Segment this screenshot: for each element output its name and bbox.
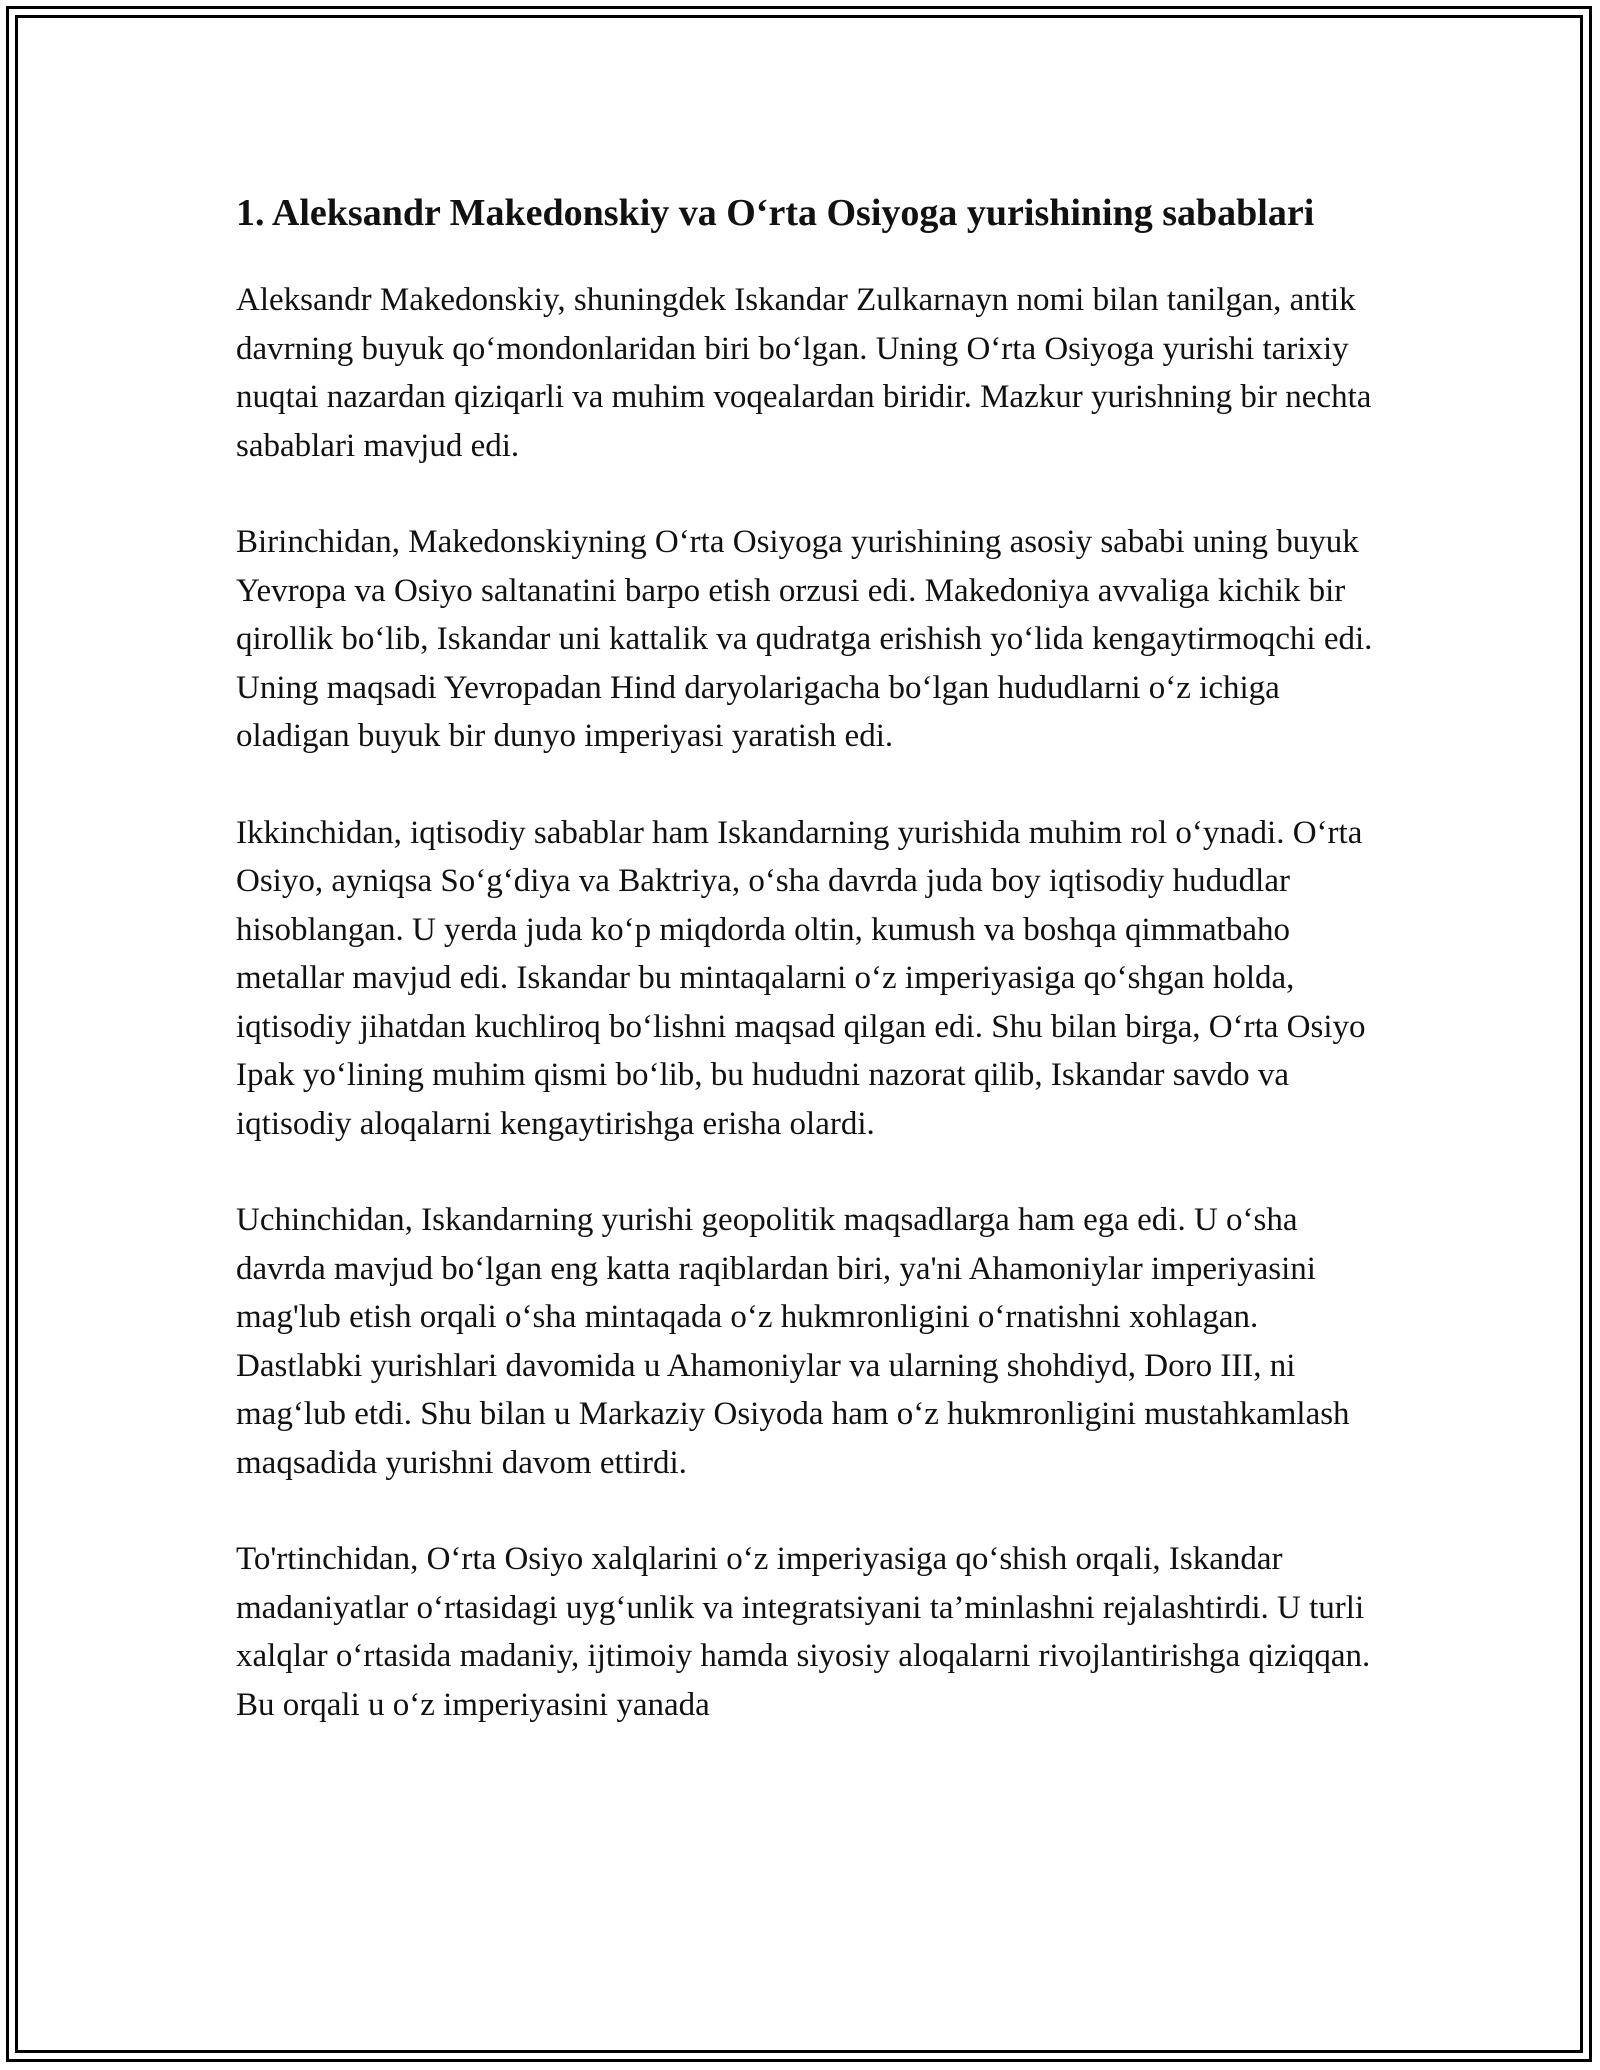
paragraph-second-reason: Ikkinchidan, iqtisodiy sabablar ham Iskandarning yurishida muhim rol o‘ynadi. O‘rta Osiyo, ayniqsa So‘g‘diya va Baktriya, o‘sha davrda juda boy iqtisodiy hududlar hisoblangan. U yerda juda ko‘p miqdorda oltin, kumush va boshqa qimmatbaho metallar mavjud edi. Iskandar bu mintaqalarni o‘z imperiyasiga qo‘shgan holda, iqtisodiy jihatdan kuchliroq bo‘lishni maqsad qilgan edi. Shu bilan birga, O‘rta Osiyo Ipak yo‘lining muhim qismi bo‘lib, bu hududni nazorat qilib, Iskandar savdo va iqtisodiy aloqalarni kengaytirishga erisha olardi. <box>236 814 1366 1142</box>
paragraph-fourth-reason: To'rtinchidan, O‘rta Osiyo xalqlarini o‘z imperiyasiga qo‘shish orqali, Iskandar madaniyatlar o‘rtasidagi uyg‘unlik va integratsiyani ta’minlashni rejalashtirdi. U turli xalqlar o‘rtasida madaniy, ijtimoiy hamda siyosiy aloqalarni rivojlantirishga qiziqqan. Bu orqali u o‘z imperiyasini yanada <box>236 1541 1371 1723</box>
paragraph-first-reason: Birinchidan, Makedonskiyning O‘rta Osiyoga yurishining asosiy sababi uning buyuk Yevropa va Osiyo saltanatini barpo etish orzusi edi. Makedoniya avvaliga kichik bir qirollik bo‘lib, Iskandar uni kattalik va qudratga erishish yo‘lida kengaytirmoqchi edi. Uning maqsadi Yevropadan Hind daryolarigacha bo‘lgan hududlarni o‘z ichiga oladigan buyuk bir dunyo imperiyasi yaratish edi. <box>236 524 1373 754</box>
document-body <box>236 186 1376 1777</box>
section-heading: 1. Aleksandr Makedonskiy va O‘rta Osiyoga yurishining sabablari <box>236 192 1315 234</box>
paragraph-third-reason: Uchinchidan, Iskandarning yurishi geopolitik maqsadlarga ham ega edi. U o‘sha davrda mavjud bo‘lgan eng katta raqiblardan biri, ya'ni Ahamoniylar imperiyasini mag'lub etish orqali o‘sha mintaqada o‘z hukmronligini o‘rnatishni xohlagan. Dastlabki yurishlari davomida u Ahamoniylar va ularning shohdiyd, Doro III, ni mag‘lub etdi. Shu bilan u Markaziy Osiyoda ham o‘z hukmronligini mustahkamlash maqsadida yurishni davom ettirdi. <box>236 1202 1350 1481</box>
paragraph-intro: Aleksandr Makedonskiy, shuningdek Iskandar Zulkarnayn nomi bilan tanilgan, antik davrning buyuk qo‘mondonlaridan biri bo‘lgan. Uning O‘rta Osiyoga yurishi tarixiy nuqtai nazardan qiziqarli va muhim voqealardan biridir. Mazkur yurishning bir nechta sabablari mavjud edi. <box>236 282 1372 464</box>
